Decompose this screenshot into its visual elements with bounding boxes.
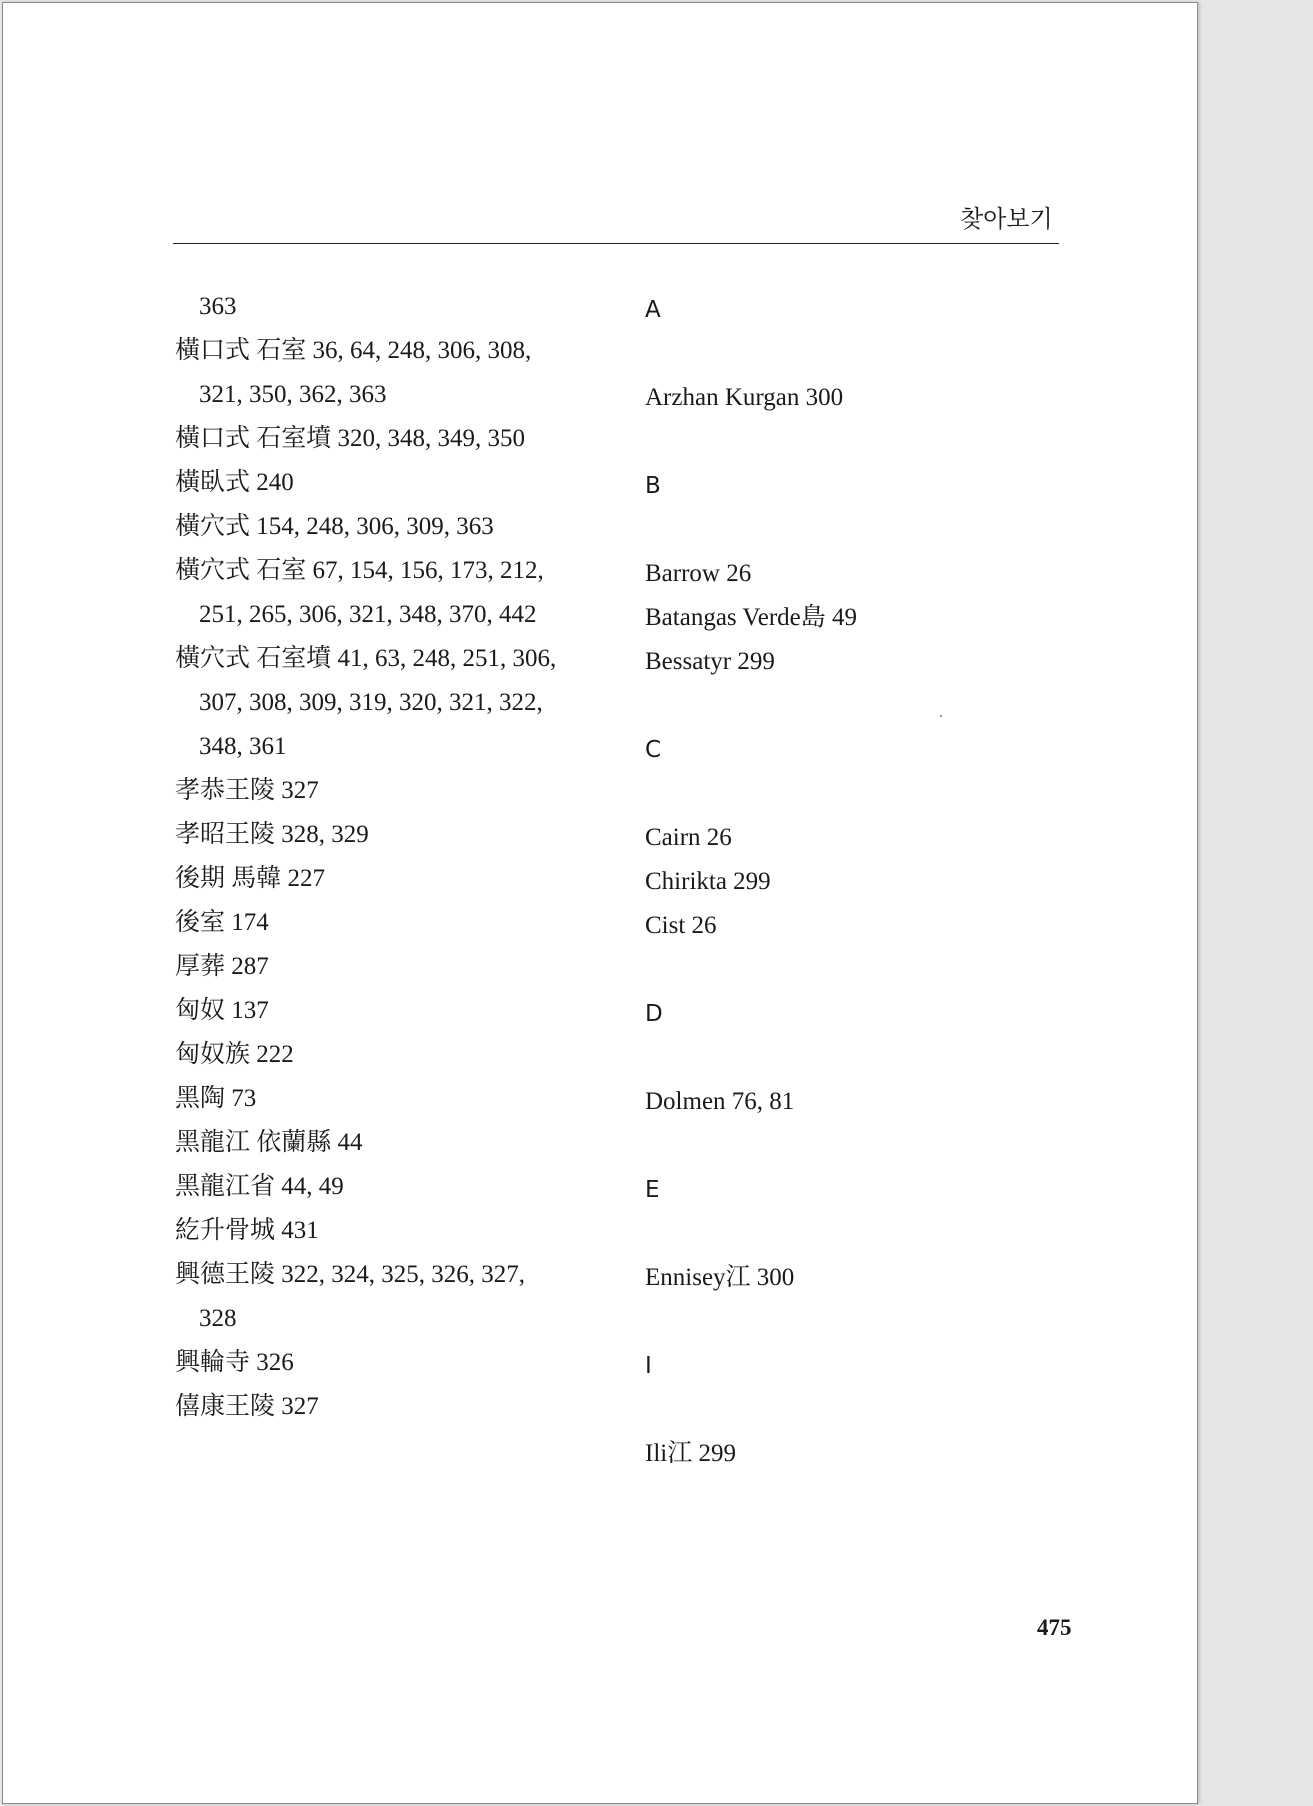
index-entry-continuation: 348, 361: [199, 733, 287, 760]
section-spacer: [645, 1036, 1045, 1080]
index-entry: 紇升骨城 431: [175, 1217, 319, 1244]
index-section-letter: E: [645, 1177, 660, 1203]
index-column-left: [175, 285, 625, 1429]
index-entry: Cist 26: [645, 912, 717, 939]
section-spacer: [645, 332, 1045, 376]
index-entry: 孝昭王陵 328, 329: [175, 821, 369, 848]
page-number: 475: [1037, 1615, 1072, 1640]
index-entry: 興輪寺 326: [175, 1349, 294, 1376]
index-section-letter: A: [645, 297, 661, 323]
index-entry: Batangas Verde島 49: [645, 604, 857, 631]
index-section-letter: I: [645, 1353, 652, 1379]
index-entry: Barrow 26: [645, 560, 752, 587]
running-header-title: 찾아보기: [960, 205, 1053, 233]
scan-speck: [940, 715, 942, 717]
index-entry: 興德王陵 322, 324, 325, 326, 327,: [175, 1261, 526, 1288]
index-entry: 厚葬 287: [175, 953, 269, 980]
index-entry: Cairn 26: [645, 824, 732, 851]
section-spacer: [645, 948, 1045, 992]
index-entry: Chirikta 299: [645, 868, 771, 895]
index-entry: Bessatyr 299: [645, 648, 775, 675]
index-entry: 孝恭王陵 327: [175, 777, 319, 804]
index-section-letter: C: [645, 737, 662, 763]
section-spacer: [645, 508, 1045, 552]
document-page: [2, 2, 1198, 1804]
index-entry: 橫穴式 154, 248, 306, 309, 363: [175, 513, 494, 540]
index-entry-continuation: 307, 308, 309, 319, 320, 321, 322,: [199, 689, 543, 716]
index-entry: 僖康王陵 327: [175, 1393, 319, 1420]
section-spacer: [645, 772, 1045, 816]
index-entry: Ili江 299: [645, 1440, 736, 1467]
section-spacer: [645, 1124, 1045, 1168]
index-entry: 橫穴式 石室 67, 154, 156, 173, 212,: [175, 557, 544, 584]
index-entry: 黑龍江省 44, 49: [175, 1173, 344, 1200]
section-spacer: [645, 684, 1045, 728]
index-entry-continuation: 363: [199, 293, 237, 320]
index-entry-continuation: 321, 350, 362, 363: [199, 381, 387, 408]
index-entry: Ennisey江 300: [645, 1264, 795, 1291]
index-entry: Arzhan Kurgan 300: [645, 384, 844, 411]
section-spacer: [645, 420, 1045, 464]
index-entry: 後期 馬韓 227: [175, 865, 326, 892]
index-entry: 後室 174: [175, 909, 269, 936]
index-entry: 橫穴式 石室墳 41, 63, 248, 251, 306,: [175, 645, 557, 672]
index-entry: 黑龍江 依蘭縣 44: [175, 1129, 363, 1156]
index-entry: 匈奴族 222: [175, 1041, 294, 1068]
index-entry: 黑陶 73: [175, 1085, 257, 1112]
section-spacer: [645, 1300, 1045, 1344]
index-section-letter: D: [645, 1001, 663, 1027]
index-entry-continuation: 328: [199, 1305, 237, 1332]
index-entry: 橫口式 石室 36, 64, 248, 306, 308,: [175, 337, 532, 364]
index-section-letter: B: [645, 473, 661, 499]
index-entry: 橫口式 石室墳 320, 348, 349, 350: [175, 425, 526, 452]
index-entry-continuation: 251, 265, 306, 321, 348, 370, 442: [199, 601, 537, 628]
section-spacer: [645, 1212, 1045, 1256]
section-spacer: [645, 1388, 1045, 1432]
index-entry: 橫臥式 240: [175, 469, 294, 496]
header-divider: [173, 243, 1059, 244]
index-column-right: [645, 288, 1045, 1476]
index-entry: Dolmen 76, 81: [645, 1088, 795, 1115]
index-entry: 匈奴 137: [175, 997, 269, 1024]
